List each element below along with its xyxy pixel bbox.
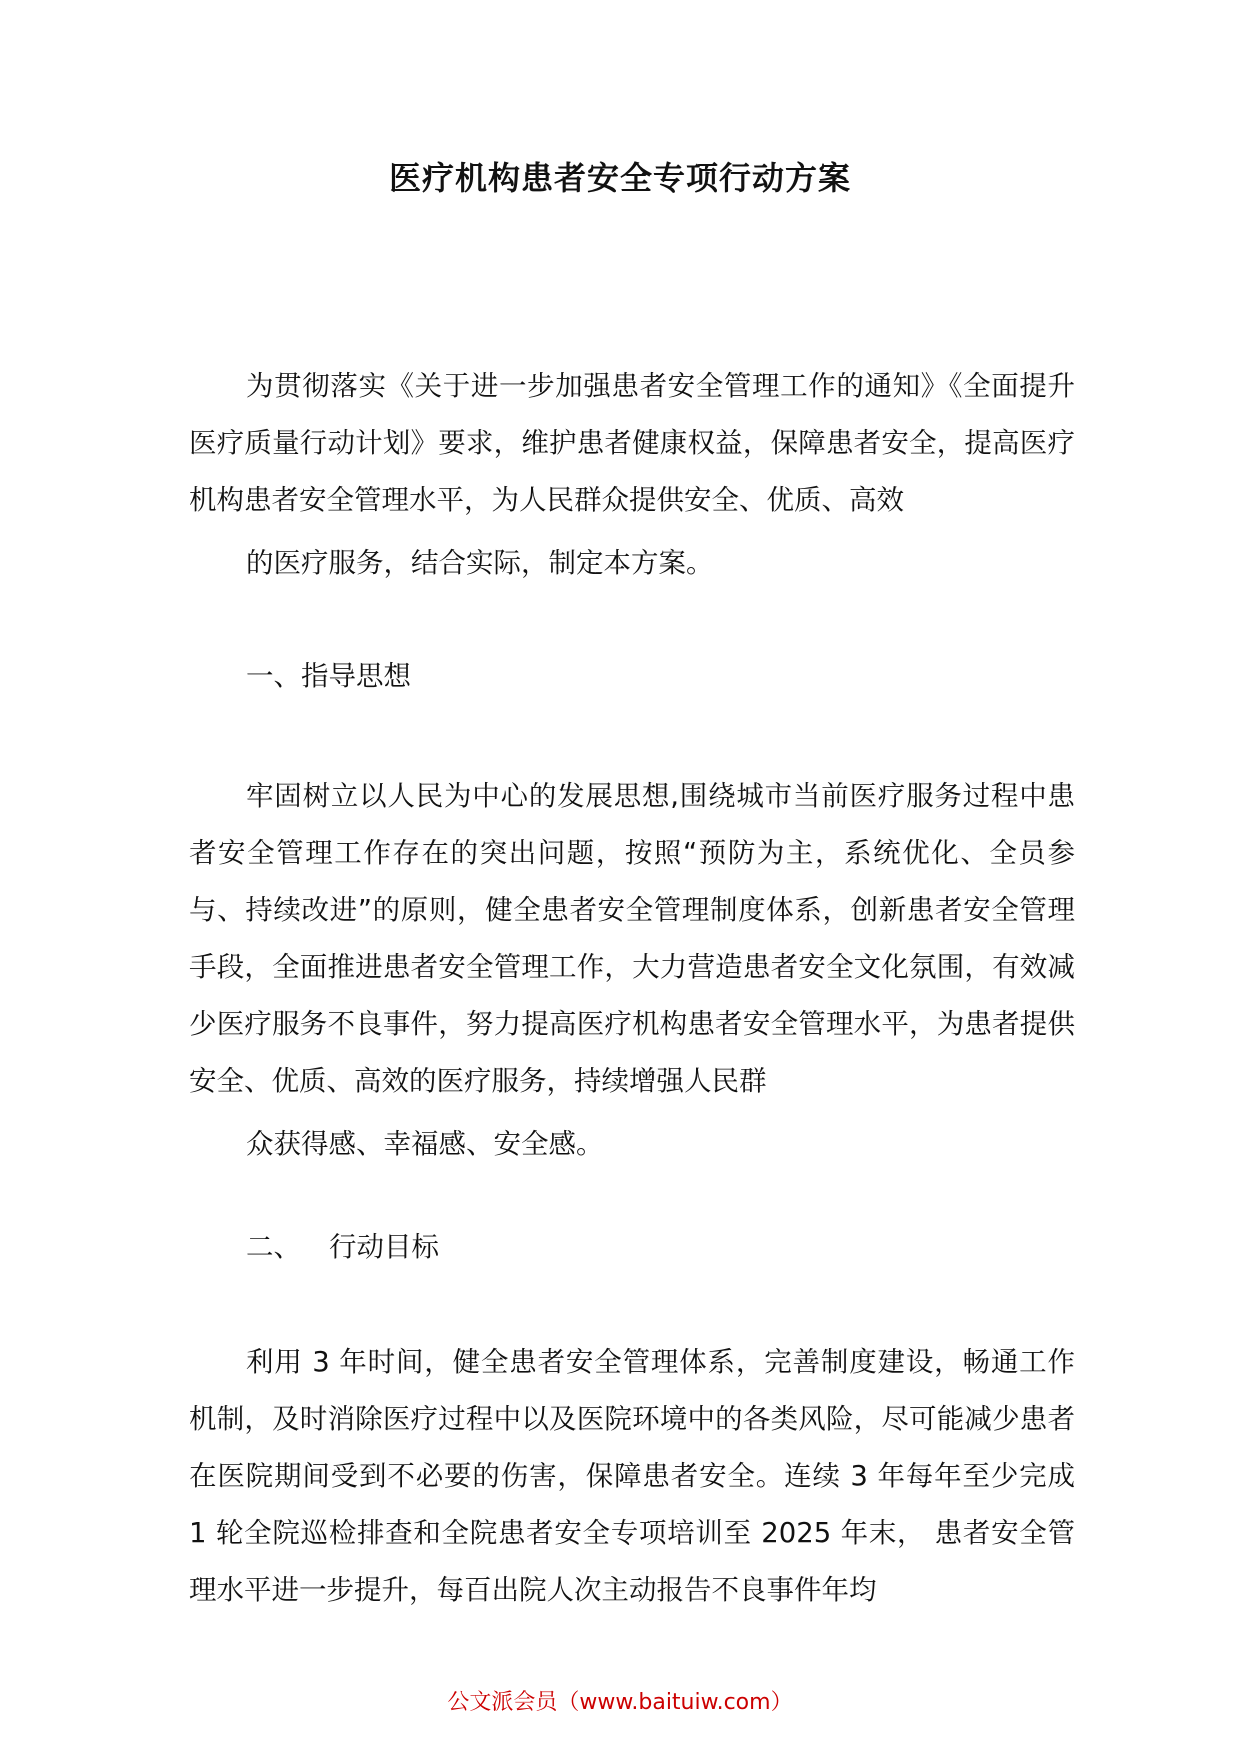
paragraph-guiding-ideology: [189, 768, 1075, 1173]
footer-watermark-link[interactable]: 公文派会员（www.baituiw.com）: [447, 1690, 793, 1715]
paragraph-guiding-ideology-last-line: 众获得感、幸福感、安全感。: [246, 1128, 604, 1160]
document-title: 医疗机构患者安全专项行动方案: [388, 159, 851, 197]
paragraph-guiding-ideology-body: 牢固树立以人民为中心的发展思想,围绕城市当前医疗服务过程中患者安全管理工作存在的突出问题，按照“预防为主，系统优化、全员参与、持续改进”的原则，健全患者安全管理制度体系，创新患者安全管理手段，全面推进患者安全管理工作，大力营造患者安全文化氛围，有效减少医疗服务不良事件，努力提高医疗机构患者安全管理水平，为患者提供安全、优质、高效的医疗服务，持续增强人民群: [189, 780, 1075, 1097]
section-heading-action-goals: [246, 1227, 439, 1267]
paragraph-intro-body: 为贯彻落实《关于进一步加强患者安全管理工作的通知》《全面提升医疗质量行动计划》要求，维护患者健康权益，保障患者安全，提高医疗机构患者安全管理水平，为人民群众提供安全、优质、高效: [189, 370, 1075, 516]
section-heading-guiding-ideology: 一、指导思想: [246, 660, 411, 692]
paragraph-intro-last-line: 的医疗服务，结合实际，制定本方案。: [246, 547, 714, 579]
paragraph-action-goals: 利用 3 年时间，健全患者安全管理体系，完善制度建设，畅通工作机制，及时消除医疗过程中以及医院环境中的各类风险，尽可能减少患者在医院期间受到不必要的伤害，保障患者安全。连续 3 年每年至少完成 1 轮全院巡检排查和全院患者安全专项培训至 2025 年末， 患者安全管理水平进一步提升，每百出院人次主动报告不良事件年均: [189, 1346, 1075, 1606]
section-heading-text: 行动目标: [329, 1231, 439, 1263]
section-heading-number: 二、: [246, 1231, 301, 1263]
paragraph-intro: [189, 358, 1075, 592]
